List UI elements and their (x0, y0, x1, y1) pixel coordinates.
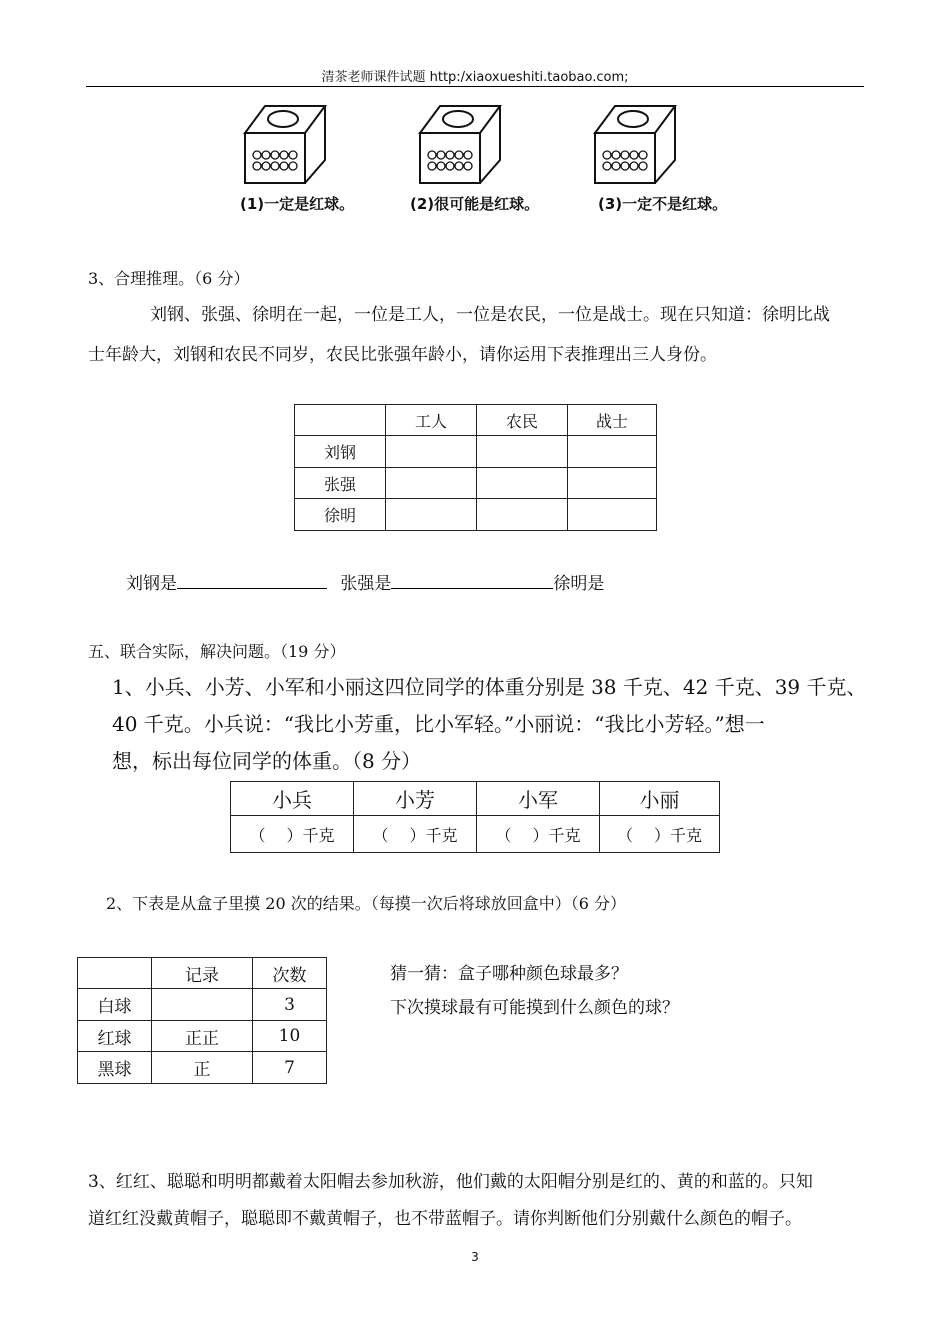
answer-label-liugang: 刘钢是 (126, 574, 177, 594)
reasoning-table-row-label: 张强 (295, 468, 386, 499)
weight-table-cell[interactable]: （ ）千克 (477, 816, 600, 853)
s5q1-line3: 想，标出每位同学的体重。（8 分） (112, 749, 422, 773)
reasoning-table-row-label: 徐明 (295, 499, 386, 531)
ball-table-color: 黑球 (78, 1052, 152, 1084)
page-number: 3 (471, 1250, 479, 1264)
reasoning-table-cell[interactable] (386, 436, 477, 468)
weight-table-name: 小兵 (231, 782, 354, 816)
ball-table-count: 7 (253, 1052, 327, 1084)
s5q2-ask2: 下次摸球最有可能摸到什么颜色的球？ (390, 998, 679, 1018)
reasoning-table-row-label: 刘钢 (295, 436, 386, 468)
s5q3-line2: 道红红没戴黄帽子，聪聪即不戴黄帽子，也不带蓝帽子。请你判断他们分别戴什么颜色的帽子。 (88, 1209, 802, 1229)
q3-text-line1: 刘钢、张强、徐明在一起，一位是工人，一位是农民，一位是战士。现在只知道：徐明比战 (150, 305, 830, 325)
ball-table-color: 红球 (78, 1021, 152, 1052)
reasoning-table-cell[interactable] (477, 436, 568, 468)
ball-table-record (152, 989, 253, 1021)
q3-answer-line (126, 569, 604, 594)
s5q1-line2: 40 千克。小兵说：“我比小芳重，比小军轻。”小丽说：“我比小芳轻。”想一 (112, 712, 765, 736)
ball-box-illustrations (230, 98, 760, 190)
ball-table-record: 正正 (152, 1021, 253, 1052)
q3-title: 3、合理推理。（6 分） (88, 269, 250, 288)
answer-blank-zhangqiang[interactable] (391, 587, 553, 589)
ball-table-record: 正 (152, 1052, 253, 1084)
header-rule (86, 86, 864, 87)
q3-text-line2: 士年龄大，刘钢和农民不同岁，农民比张强年龄小，请你运用下表推理出三人身份。 (88, 345, 717, 365)
reasoning-table-header: 农民 (477, 405, 568, 436)
reasoning-table-header: 工人 (386, 405, 477, 436)
ball-box-2 (420, 106, 500, 183)
ball-box-1 (245, 106, 325, 183)
box-caption-2: (2)很可能是红球。 (410, 195, 540, 213)
reasoning-table-header: 战士 (568, 405, 657, 436)
page-header: 清茶老师课件试题 http:/xiaoxueshiti.taobao.com; (321, 70, 629, 85)
reasoning-table-cell[interactable] (386, 499, 477, 531)
answer-blank-liugang[interactable] (177, 587, 327, 589)
ball-table-header: 记录 (152, 958, 253, 989)
reasoning-table-cell[interactable] (568, 468, 657, 499)
answer-label-zhangqiang: 张强是 (340, 574, 392, 594)
s5q1-line1: 1、小兵、小芳、小军和小丽这四位同学的体重分别是 38 千克、42 千克、39 千克、 (112, 675, 867, 699)
weight-table-cell[interactable]: （ ）千克 (600, 816, 720, 853)
section5-title: 五、联合实际，解决问题。（19 分） (88, 642, 346, 661)
reasoning-table-cell[interactable] (386, 468, 477, 499)
s5q2-title: 2、下表是从盒子里摸 20 次的结果。（每摸一次后将球放回盒中）（6 分） (106, 894, 626, 913)
box-caption-1: (1)一定是红球。 (240, 195, 355, 213)
ball-table-color: 白球 (78, 989, 152, 1021)
ball-table-count: 3 (253, 989, 327, 1021)
reasoning-table-cell[interactable] (477, 468, 568, 499)
answer-label-xuming: 徐明是 (553, 574, 605, 594)
ball-table-header (78, 958, 152, 989)
weight-table-name: 小芳 (354, 782, 477, 816)
s5q3-line1: 3、红红、聪聪和明明都戴着太阳帽去参加秋游，他们戴的太阳帽分别是红的、黄的和蓝的。只知 (88, 1172, 813, 1192)
reasoning-table-cell[interactable] (477, 499, 568, 531)
reasoning-table-cell[interactable] (568, 436, 657, 468)
weight-table-name: 小丽 (600, 782, 720, 816)
reasoning-table-cell[interactable] (568, 499, 657, 531)
ball-record-table (77, 957, 327, 1084)
s5q2-ask1: 猜一猜：盒子哪种颜色球最多？ (390, 964, 628, 984)
reasoning-table (294, 404, 657, 531)
weight-table-cell[interactable]: （ ）千克 (231, 816, 354, 853)
box-caption-3: (3)一定不是红球。 (598, 195, 728, 213)
reasoning-table-header (295, 405, 386, 436)
weight-table-name: 小军 (477, 782, 600, 816)
ball-table-count: 10 (253, 1021, 327, 1052)
ball-table-header: 次数 (253, 958, 327, 989)
weight-table-cell[interactable]: （ ）千克 (354, 816, 477, 853)
ball-box-3 (595, 106, 675, 183)
weight-table (230, 781, 720, 853)
